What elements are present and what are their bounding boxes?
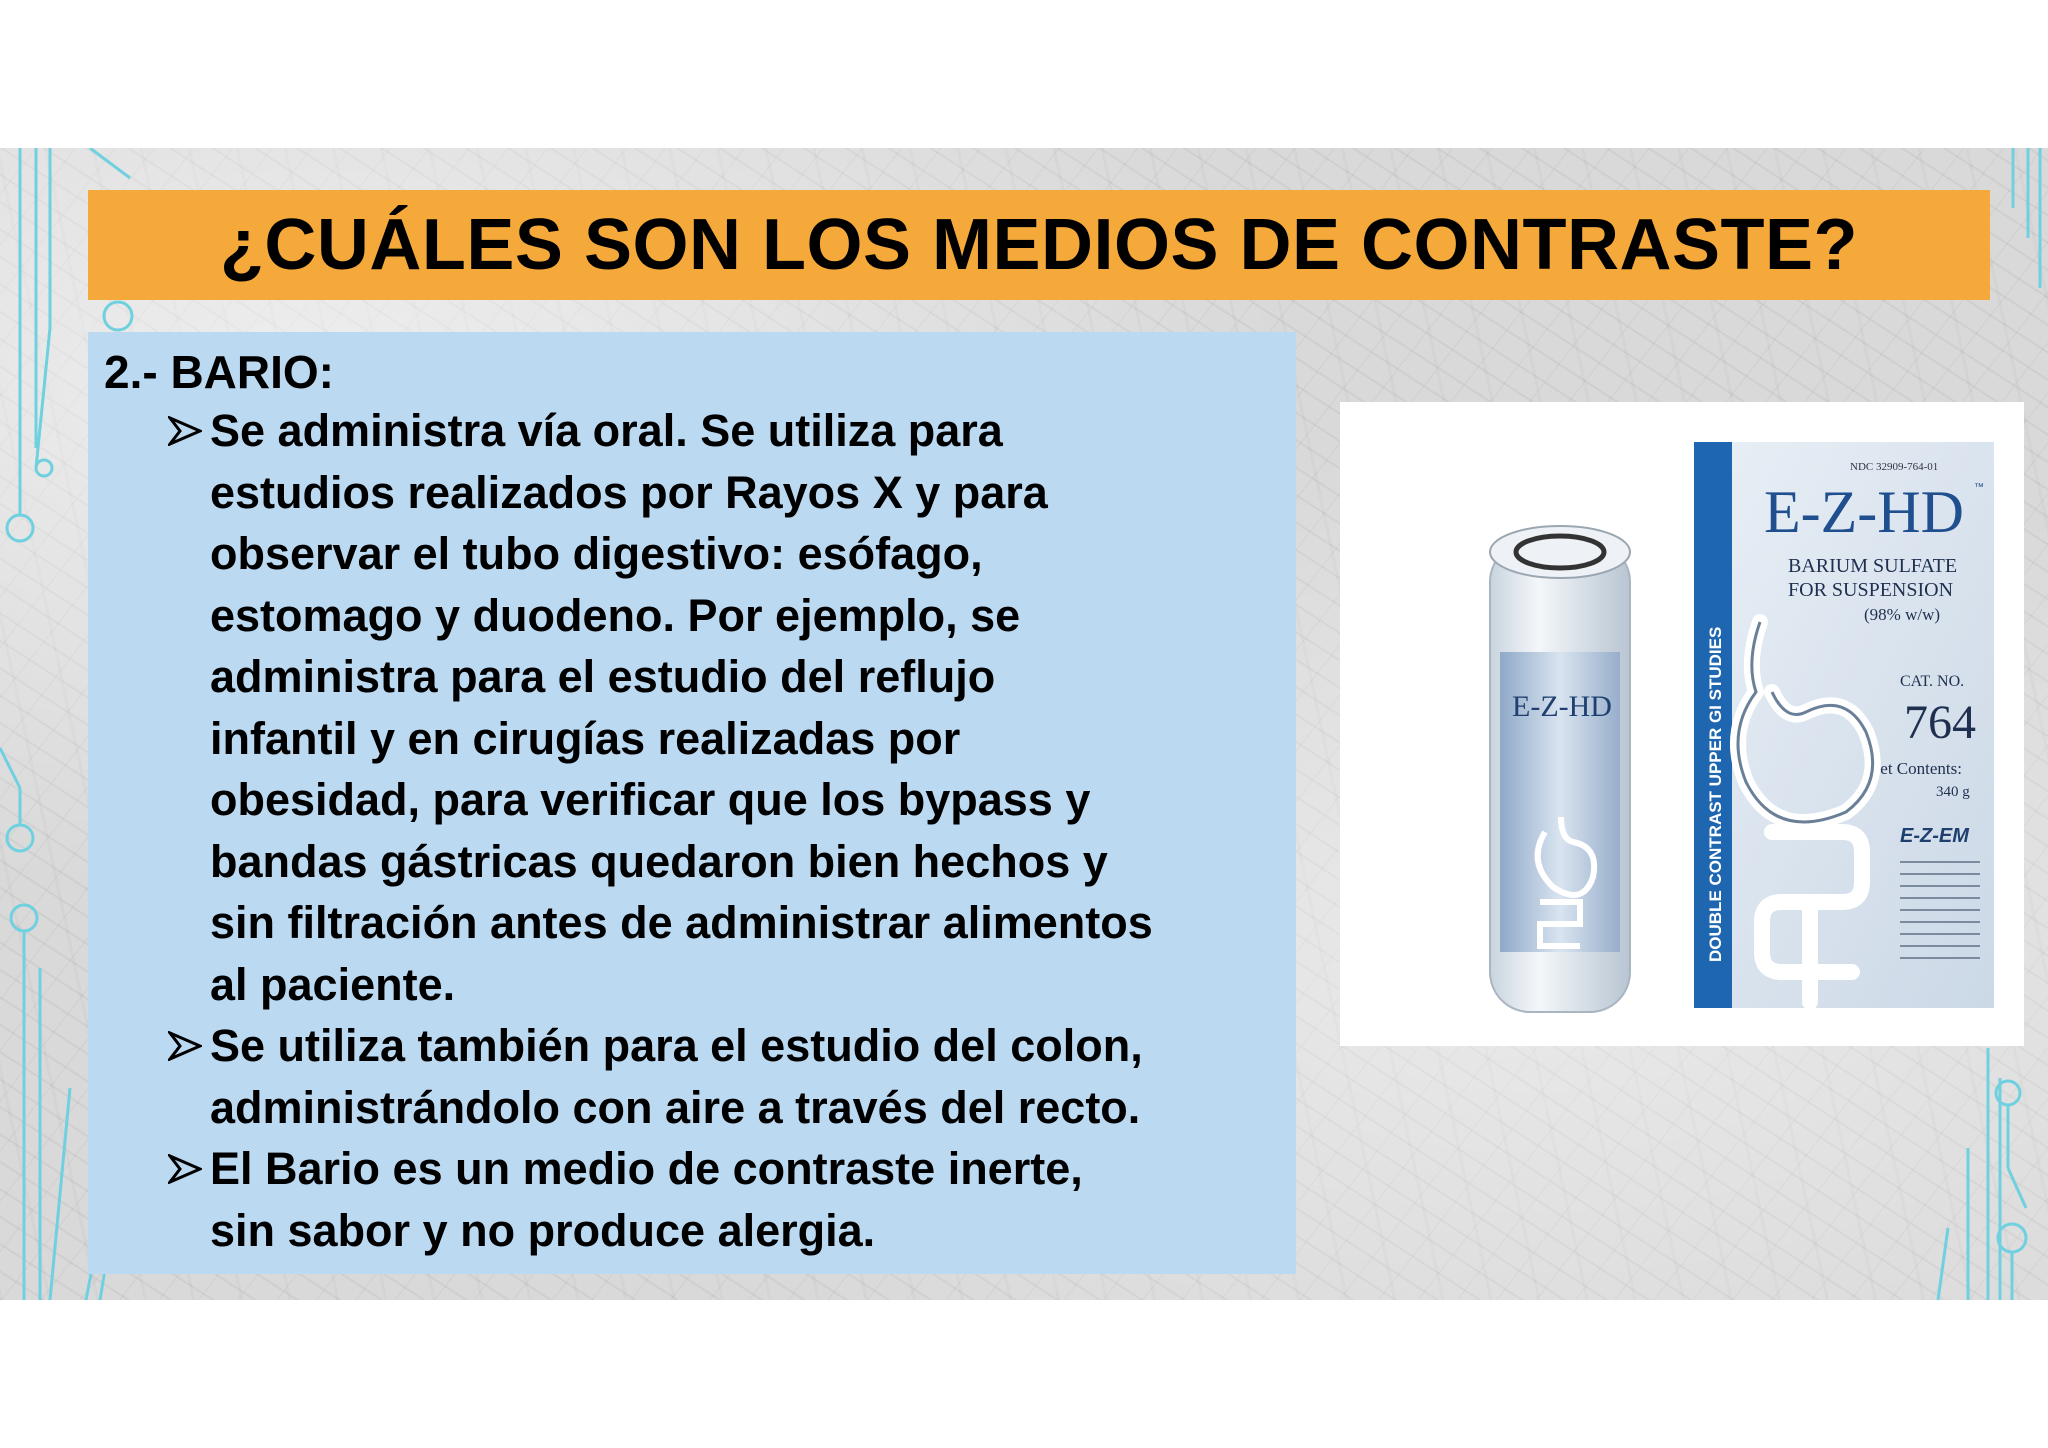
bullet-text: Se administra vía oral. Se utiliza para estudios realizados por Rayos X y para observar el tubo digestivo: esófago, estomago y duodeno. Por ejemplo, se administra para el estudio del reflujo infantil y en cirugías realizadas por obesidad, para verificar que los bypass y bandas gástricas quedaron bien hechos y sin filtración antes de administrar alimentos al paciente.: [210, 405, 1153, 1010]
bullet-list: [168, 400, 1298, 1261]
bullet-text: Se utiliza también para el estudio del colon, administrándolo con aire a través del recto.: [210, 1020, 1143, 1133]
maker-logo: E-Z-EM: [1900, 825, 1969, 847]
tm-mark: ™: [1974, 482, 1984, 493]
product-line-3: (98% w/w): [1864, 605, 1941, 624]
product-box: [1694, 442, 1994, 1008]
product-photo: [1340, 402, 2024, 1046]
cat-number: 764: [1904, 696, 1976, 749]
box-brand-text: E-Z-HD: [1764, 479, 1964, 545]
product-line-1: BARIUM SULFATE: [1788, 555, 1958, 577]
bullet-text: El Bario es un medio de contraste inerte, sin sabor y no produce alergia.: [210, 1143, 1083, 1256]
bottle: [1490, 526, 1630, 1012]
bullet-item: [168, 400, 1298, 1015]
product-line-2: FOR SUSPENSION: [1788, 579, 1954, 601]
bullet-item: [168, 1015, 1298, 1138]
slide-title: ¿CUÁLES SON LOS MEDIOS DE CONTRASTE?: [219, 205, 1859, 285]
bottle-brand-text: E-Z-HD: [1512, 690, 1612, 723]
box-side-text: DOUBLE CONTRAST UPPER GI STUDIES: [1706, 626, 1725, 962]
barium-product-illustration: [1340, 402, 2024, 1046]
arrow-bullet-icon: [168, 1015, 210, 1077]
cat-label: CAT. NO.: [1900, 673, 1965, 690]
ndc-text: NDC 32909-764-01: [1850, 461, 1939, 473]
net-value: 340 g: [1936, 784, 1970, 800]
net-label: Net Contents:: [1868, 759, 1962, 778]
section-heading: 2.- BARIO:: [104, 346, 334, 398]
arrow-bullet-icon: [168, 1138, 210, 1200]
arrow-bullet-icon: [168, 400, 210, 462]
title-bar: [88, 190, 1990, 300]
bullet-item: [168, 1138, 1298, 1261]
